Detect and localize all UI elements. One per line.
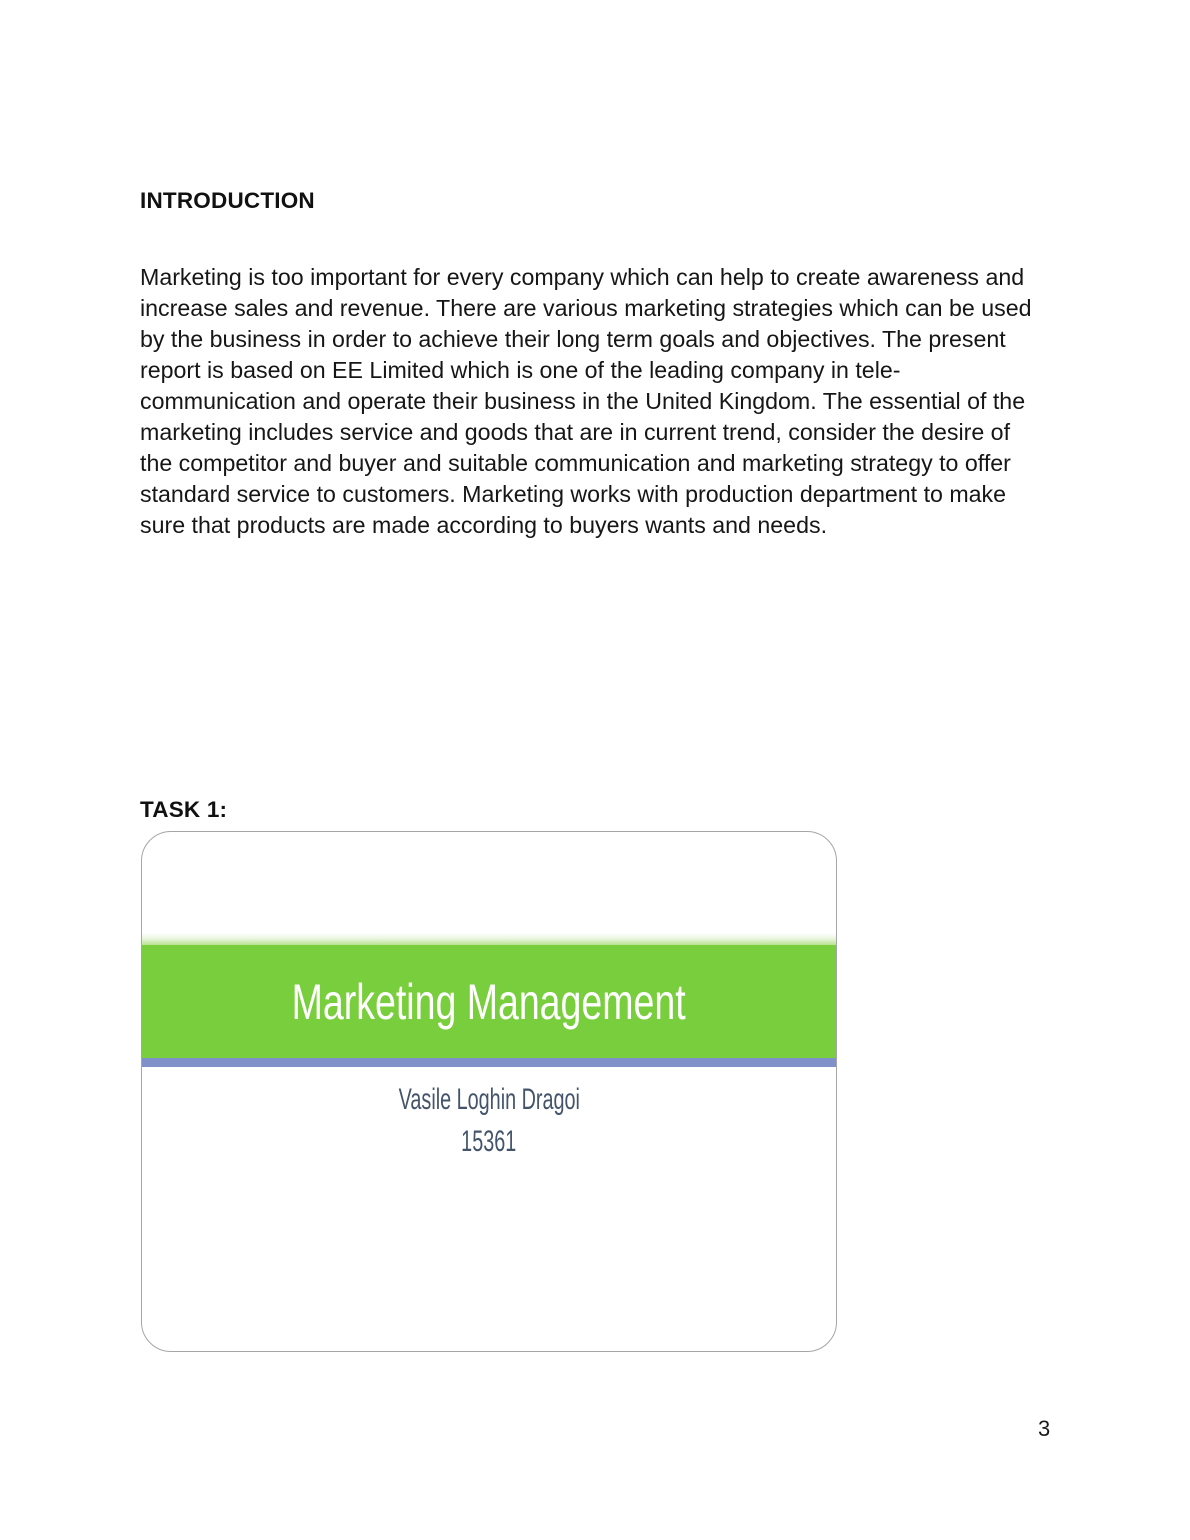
slide-author: Vasile Loghin Dragoi [398,1083,580,1116]
slide-title: Marketing Management [292,973,686,1030]
slide-student-id-line [142,1123,836,1165]
slide-subtitle-block [142,1067,836,1165]
slide-top-whitespace [142,832,836,933]
intro-paragraph: Marketing is too important for every company which can help to create awareness and increase sales and revenue. There are various marketing strategies which can be used by the business in order to achieve their long term goals and objectives. The present report is based on EE Limited which is one of the leading company in tele-communication and operate their business in the United Kingdom. The essential of the marketing includes service and goods that are in current trend, consider the desire of the competitor and buyer and suitable communication and marketing strategy to offer standard service to customers. Marketing works with production department to make sure that products are made according to buyers wants and needs. [140,264,1032,538]
slide-title-banner [142,945,836,1058]
banner-gradient [142,933,836,945]
embedded-slide [141,831,837,1352]
slide-author-line [142,1081,836,1123]
slide-divider-line [142,1058,836,1067]
page-number: 3 [1038,1416,1051,1441]
slide-student-id: 15361 [461,1125,517,1158]
intro-heading: INTRODUCTION [140,188,315,213]
task-heading: TASK 1: [140,797,228,822]
